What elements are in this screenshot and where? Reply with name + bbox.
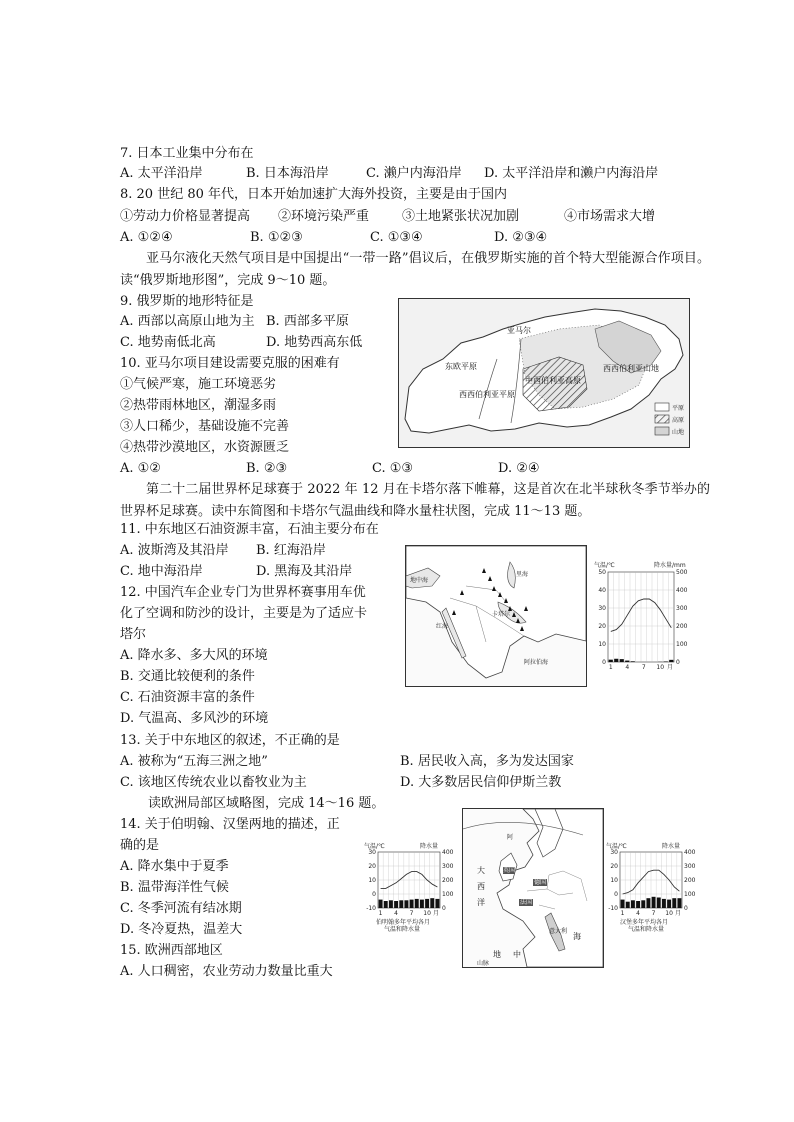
hbg-month-tick: 10	[665, 910, 673, 917]
bhm-precip-bar	[425, 899, 429, 908]
qatar-precip-tick: 500	[676, 569, 688, 576]
europe-map	[462, 808, 604, 968]
q13-option-d[interactable]: D. 大多数居民信仰伊斯兰教	[400, 775, 562, 790]
q12-stem-line-1: 12. 中国汽车企业专门为世界杯赛事用车优	[120, 585, 366, 600]
mideast-label-caspian: 里海	[516, 571, 529, 578]
bhm-temp-tick: 20	[368, 863, 376, 870]
bhm-month-tick: 7	[409, 910, 414, 917]
q9-stem: 9. 俄罗斯的地形特征是	[120, 294, 254, 309]
qatar-precip-tick: 300	[676, 605, 688, 612]
europe-label-france: 法国	[520, 899, 533, 906]
qatar-precip-tick: 200	[676, 623, 688, 630]
birmingham-axis-precip-title: 降水量	[420, 843, 439, 850]
qatar-temp-tick: 30	[598, 605, 606, 612]
russia-label-east-european-plain: 东欧平原	[445, 362, 477, 371]
q9-option-d[interactable]: D. 地势西高东低	[266, 335, 363, 350]
qatar-month-tick: 4	[625, 664, 630, 671]
hbg-precip-tick: 400	[684, 849, 696, 856]
intro-9-10: 亚马尔液化天然气项目是中国提出“一带一路”倡议后，在俄罗斯实施的首个特大型能源合作项目。读“俄罗斯地形图”，完成 9～10 题。	[120, 251, 710, 288]
qatar-climate-chart	[592, 560, 692, 680]
hbg-precip-tick: 200	[684, 877, 696, 884]
bhm-precip-tick: 400	[442, 849, 454, 856]
bhm-precip-bar	[394, 901, 398, 908]
hamburg-axis-precip-title: 降水量	[662, 843, 681, 850]
hbg-precip-bar	[657, 898, 661, 909]
europe-label-italy: 意大利	[549, 928, 568, 935]
europe-label-xi: 西	[477, 882, 485, 891]
hbg-temp-tick: 20	[610, 863, 618, 870]
qatar-precip-bar	[625, 661, 629, 662]
bhm-precip-bar	[415, 899, 419, 908]
q10-option-d[interactable]: D. ②④	[498, 461, 540, 476]
intro-11-13: 第二十二届世界杯足球赛于 2022 年 12 月在卡塔尔落下帷幕，这是首次在北半球秋冬季节举办的世界杯足球赛。读中东简图和卡塔尔气温曲线和降水量柱状图，完成 11～13 题。	[120, 482, 710, 519]
bhm-temp-tick: 30	[368, 849, 376, 856]
q8-option-c[interactable]: C. ①③④	[370, 230, 423, 245]
hbg-temp-tick: 10	[610, 877, 618, 884]
hbg-precip-bar	[646, 898, 650, 908]
bhm-temp-tick: -10	[366, 905, 376, 912]
q8-item-4: ④市场需求大增	[564, 209, 656, 224]
q10-option-a[interactable]: A. ①②	[120, 461, 161, 476]
qatar-precip-tick: 100	[676, 641, 688, 648]
q11-stem: 11. 中东地区石油资源丰富，石油主要分布在	[120, 522, 379, 537]
mideast-label-mediterranean: 地中海	[410, 577, 429, 584]
qatar-temp-tick: 40	[598, 587, 606, 594]
q12-stem-line-3: 塔尔	[120, 627, 147, 642]
hbg-precip-bar	[672, 898, 676, 908]
qatar-precip-bar	[631, 661, 635, 662]
hbg-precip-bar	[662, 899, 666, 908]
bhm-precip-bar	[435, 899, 439, 908]
bhm-precip-bar	[384, 901, 388, 908]
hbg-precip-bar	[677, 898, 681, 908]
qatar-month-unit: 月	[666, 664, 673, 671]
q10-item-1: ①气候严寒，施工环境恶劣	[120, 377, 277, 392]
qatar-axis-temp-title: 气温/℃	[594, 562, 615, 569]
bhm-month-tick: 1	[378, 910, 383, 917]
bhm-month-tick: 4	[394, 910, 398, 917]
q14-option-c[interactable]: C. 冬季河流有结冰期	[120, 901, 242, 916]
q10-item-2: ②热带雨林地区，潮湿多雨	[120, 398, 277, 413]
qatar-precip-bar	[614, 659, 618, 662]
bhm-month-unit: 月	[432, 910, 439, 917]
q8-item-1: ①劳动力价格显著提高	[120, 209, 251, 224]
q13-stem: 13. 关于中东地区的叙述，不正确的是	[120, 733, 340, 748]
q8-item-3: ③土地紧张状况加剧	[402, 209, 520, 224]
birmingham-climate-chart	[364, 842, 456, 934]
q7-option-c[interactable]: C. 濑户内海沿岸	[366, 166, 462, 181]
q8-option-a[interactable]: A. ①②④	[120, 230, 173, 245]
hbg-precip-bar	[621, 900, 625, 908]
q10-item-3: ③人口稀少，基础设施不完善	[120, 419, 290, 434]
hbg-precip-bar	[636, 901, 640, 908]
qatar-precip-bar	[609, 660, 613, 662]
bhm-precip-tick: 200	[442, 877, 454, 884]
qatar-precip-bar	[669, 660, 673, 662]
q11-option-b[interactable]: B. 红海沿岸	[256, 543, 326, 558]
hbg-precip-bar	[631, 900, 635, 908]
q7-option-b[interactable]: B. 日本海沿岸	[246, 166, 329, 181]
bhm-precip-bar	[430, 898, 434, 908]
europe-label-hai: 海	[573, 932, 581, 941]
q7-option-a[interactable]: A. 太平洋沿岸	[120, 166, 203, 181]
bhm-temp-tick: 0	[372, 891, 376, 898]
bhm-precip-bar	[404, 900, 408, 908]
europe-label-di: 地	[493, 950, 501, 959]
hamburg-axis-temp-title: 气温/℃	[606, 843, 627, 850]
hbg-precip-tick: 0	[684, 905, 688, 912]
hbg-precip-bar	[641, 900, 645, 908]
hamburg-climate-chart	[606, 842, 698, 934]
legend-plain: 平原	[672, 405, 685, 412]
q15-option-a[interactable]: A. 人口稠密，农业劳动力数量比重大	[120, 964, 333, 979]
europe-label-zhong: 中	[513, 950, 521, 959]
q8-option-d[interactable]: D. ②③④	[494, 230, 548, 245]
bhm-precip-tick: 300	[442, 863, 454, 870]
bhm-precip-bar	[399, 900, 403, 908]
q7-option-d[interactable]: D. 太平洋沿岸和濑户内海沿岸	[484, 166, 659, 181]
q8-stem: 8. 20 世纪 80 年代，日本开始加速扩大海外投资，主要是由于国内	[120, 187, 508, 202]
russia-terrain-map	[398, 298, 690, 448]
q14-stem-line-1: 14. 关于伯明翰、汉堡两地的描述，正	[120, 817, 340, 832]
europe-label-yang: 洋	[477, 898, 485, 907]
hbg-temp-tick: 30	[610, 849, 618, 856]
q14-stem-line-2: 确的是	[120, 838, 160, 853]
europe-label-germany: 德国	[534, 879, 547, 886]
hbg-precip-bar	[626, 902, 630, 908]
hbg-precip-bar	[667, 900, 671, 908]
qatar-month-tick: 10	[656, 664, 665, 671]
bhm-precip-bar	[420, 900, 424, 908]
russia-label-central-siberian-plateau: 中西伯利亚高原	[525, 376, 581, 385]
q9-option-a[interactable]: A. 西部以高原山地为主	[120, 314, 255, 329]
europe-label-mountains: 山脉	[477, 960, 490, 967]
bhm-precip-tick: 100	[442, 891, 454, 898]
mideast-label-red-sea: 红海	[436, 623, 449, 630]
q13-option-a[interactable]: A. 被称为“五海三洲之地”	[120, 754, 268, 769]
qatar-precip-tick: 400	[676, 587, 688, 594]
hbg-month-tick: 7	[651, 910, 656, 917]
q9-option-c[interactable]: C. 地势南低北高	[120, 335, 216, 350]
q7-stem: 7. 日本工业集中分布在	[120, 146, 254, 161]
qatar-precip-bar	[620, 659, 624, 662]
qatar-temp-tick: 10	[598, 641, 606, 648]
qatar-precip-tick: 0	[676, 659, 680, 666]
q14-option-a[interactable]: A. 降水集中于夏季	[120, 859, 229, 874]
q10-option-b[interactable]: B. ②③	[246, 461, 288, 476]
russia-label-yamal: 亚马尔	[507, 326, 531, 335]
europe-label-uk: 英国	[503, 867, 516, 874]
intro-14-16: 读欧洲局部区域略图，完成 14～16 题。	[148, 796, 385, 811]
hbg-month-tick: 4	[636, 910, 640, 917]
legend-mountain: 山地	[672, 429, 685, 436]
bhm-temp-tick: 10	[368, 877, 376, 884]
hamburg-caption-line-2: 气温和降水量	[628, 926, 665, 933]
legend-plateau: 高原	[672, 417, 685, 424]
hbg-precip-tick: 100	[684, 891, 696, 898]
bhm-precip-bar	[379, 900, 383, 908]
q10-stem: 10. 亚马尔项目建设需要克服的困难有	[120, 356, 340, 371]
q11-option-a[interactable]: A. 波斯湾及其沿岸	[120, 543, 229, 558]
europe-label-a: 阿	[507, 834, 514, 841]
birmingham-caption-line-2: 气温和降水量	[384, 926, 421, 933]
europe-label-da: 大	[477, 866, 485, 875]
qatar-temp-tick: 20	[598, 623, 606, 630]
qatar-axis-precip-title: 降水量/mm	[654, 562, 686, 569]
q8-option-b[interactable]: B. ①②③	[250, 230, 303, 245]
russia-label-west-siberian-plain: 西西伯利亚平原	[459, 390, 515, 399]
birmingham-axis-temp-title: 气温/℃	[364, 843, 385, 850]
q14-option-d[interactable]: D. 冬冷夏热，温差大	[120, 922, 243, 937]
q8-item-2: ②环境污染严重	[278, 209, 370, 224]
bhm-month-tick: 10	[423, 910, 431, 917]
q13-option-c[interactable]: C. 该地区传统农业以畜牧业为主	[120, 775, 307, 790]
hbg-temp-tick: 0	[614, 891, 618, 898]
hbg-temp-tick: -10	[608, 905, 618, 912]
q13-option-b[interactable]: B. 居民收入高，多为发达国家	[400, 754, 574, 769]
middle-east-map	[405, 545, 587, 687]
mideast-label-qatar: 卡塔尔	[492, 611, 511, 618]
qatar-precip-bar	[664, 661, 668, 662]
q12-stem-line-2: 化了空调和防沙的设计，主要是为了适应卡	[120, 606, 368, 621]
qatar-temp-tick: 50	[598, 569, 606, 576]
q15-stem: 15. 欧洲西部地区	[120, 943, 223, 958]
bhm-precip-tick: 0	[442, 905, 446, 912]
q10-item-4: ④热带沙漠地区，水资源匮乏	[120, 440, 290, 455]
q12-option-a[interactable]: A. 降水多、多大风的环境	[120, 648, 268, 663]
q12-option-d[interactable]: D. 气温高、多风沙的环境	[120, 711, 269, 726]
q12-option-c[interactable]: C. 石油资源丰富的条件	[120, 690, 255, 705]
birmingham-caption-line-1: 伯明翰多年平均各月	[376, 919, 431, 926]
qatar-temp-tick: 0	[602, 659, 606, 666]
q11-option-d[interactable]: D. 黑海及其沿岸	[256, 564, 353, 579]
q10-option-c[interactable]: C. ①③	[372, 461, 414, 476]
hamburg-caption-line-1: 汉堡多年平均各月	[620, 919, 669, 926]
q12-option-b[interactable]: B. 交通比较便利的条件	[120, 669, 255, 684]
hbg-precip-tick: 300	[684, 863, 696, 870]
bhm-precip-bar	[410, 900, 414, 908]
qatar-month-tick: 7	[641, 664, 646, 671]
q11-option-c[interactable]: C. 地中海沿岸	[120, 564, 203, 579]
bhm-precip-bar	[389, 900, 393, 908]
hbg-precip-bar	[652, 897, 656, 908]
mideast-label-arabian-sea: 阿拉伯海	[524, 659, 549, 666]
q9-option-b[interactable]: B. 西部多平原	[266, 314, 349, 329]
hbg-month-tick: 1	[620, 910, 625, 917]
russia-label-mountains: 西西伯利亚山地	[603, 364, 659, 373]
qatar-month-tick: 1	[608, 664, 613, 671]
hbg-month-unit: 月	[674, 910, 681, 917]
q14-option-b[interactable]: B. 温带海洋性气候	[120, 880, 229, 895]
